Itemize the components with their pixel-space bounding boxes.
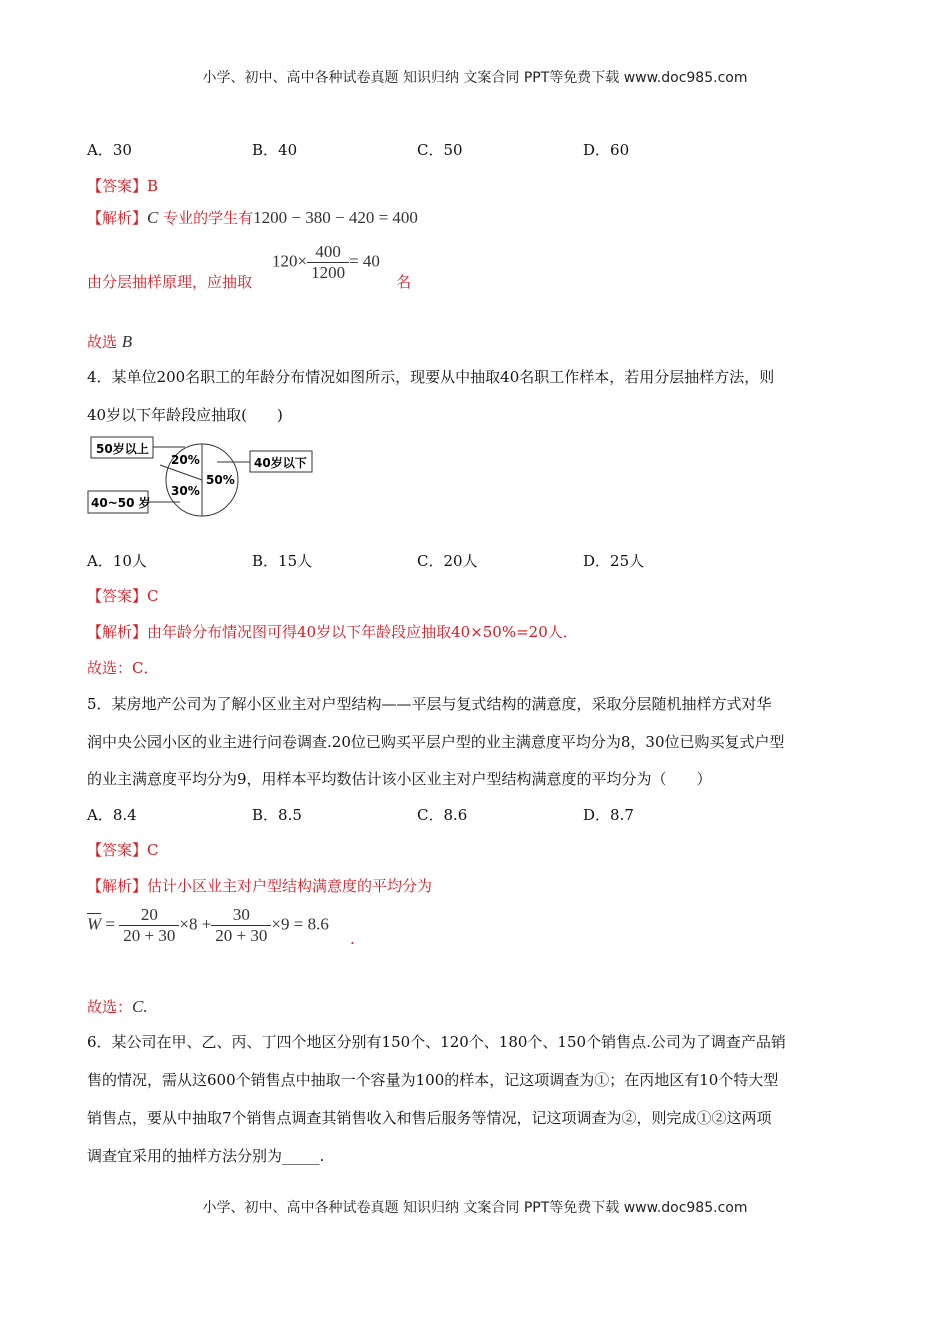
q4-answer xyxy=(87,585,159,606)
denominator: 20 + 30 xyxy=(215,926,268,945)
fraction-1 xyxy=(119,905,179,946)
math-text: ×9 = 8.6 xyxy=(271,914,329,934)
q4-option-a: A．10人 xyxy=(87,552,147,570)
q4-stem-line1: 4．某单位200名职工的年龄分布情况如图所示，现要从中抽取40名职工作样本，若用分层抽样方法，则 xyxy=(87,368,775,386)
q4-analysis xyxy=(87,621,578,642)
math-var: C xyxy=(147,208,159,227)
page-header: 小学、初中、高中各种试卷真题 知识归纳 文案合同 PPT等免费下载 www.doc985.com xyxy=(202,70,748,86)
label-40-down: 40岁以下 xyxy=(254,456,307,470)
denominator: 1200 xyxy=(311,263,346,282)
q5-option-b: B．8.5 xyxy=(252,806,302,824)
math-text: = xyxy=(105,914,116,934)
q5-option-c: C．8.6 xyxy=(417,806,468,824)
q5-option-d: D．8.7 xyxy=(583,806,634,824)
q5-answer xyxy=(87,839,159,860)
numerator: 20 xyxy=(119,905,179,926)
analysis-text: 由年龄分布情况图可得40岁以下年龄段应抽取40×50%=20人． xyxy=(147,623,578,641)
q5-choose xyxy=(87,996,148,1017)
q5-analysis xyxy=(87,875,432,896)
q4-option-b: B．15人 xyxy=(252,552,313,570)
analysis-label: 【解析】 xyxy=(87,623,148,641)
q5-stem-line1: 5．某房地产公司为了解小区业主对户型结构——平层与复式结构的满意度，采取分层随机抽样方式对华 xyxy=(87,695,772,713)
answer-label: 【答案】 xyxy=(87,587,148,605)
label-40-50: 40~50 岁 xyxy=(91,496,151,510)
q5-stem-line2: 润中央公园小区的业主进行问卷调查.20位已购买平层户型的业主满意度平均分为8，30位已购买复式户型 xyxy=(87,733,785,751)
answer-value: C xyxy=(147,587,159,605)
pct-50: 50% xyxy=(206,473,235,487)
analysis-text: 专业的学生有 xyxy=(163,209,254,227)
q3-choose xyxy=(87,331,132,352)
q5-equation xyxy=(87,905,329,946)
q6-stem-line4: 调查宜采用的抽样方法分别为_____. xyxy=(87,1147,325,1165)
choose-value: B xyxy=(121,332,133,351)
q6-stem-line1: 6．某公司在甲、乙、丙、丁四个地区分别有150个、120个、180个、150个销售点.公司为了调查产品销 xyxy=(87,1033,786,1051)
q3-unit: 名 xyxy=(396,273,412,291)
answer-label: 【答案】 xyxy=(87,177,148,195)
choose-text: 故选 xyxy=(87,333,118,351)
q3-fraction-eq xyxy=(272,242,380,283)
fraction xyxy=(307,242,349,283)
math-text: 120× xyxy=(272,251,308,271)
q4-stem-line2: 40岁以下年龄段应抽取( ) xyxy=(87,406,283,424)
pct-20: 20% xyxy=(171,453,200,467)
answer-value: C xyxy=(147,841,159,859)
q5-option-a: A．8.4 xyxy=(87,806,137,824)
age-pie-chart xyxy=(80,430,330,525)
answer-label: 【答案】 xyxy=(87,841,148,859)
answer-value: B xyxy=(147,177,159,195)
q6-stem-line2: 售的情况，需从这600个销售点中抽取一个容量为100的样本，记这项调查为①；在丙地区有10个特大型 xyxy=(87,1071,779,1089)
analysis-text: 估计小区业主对户型结构满意度的平均分为 xyxy=(147,877,433,895)
math-text: = 40 xyxy=(349,251,380,271)
analysis-label: 【解析】 xyxy=(87,209,148,227)
page-footer: 小学、初中、高中各种试卷真题 知识归纳 文案合同 PPT等免费下载 www.doc985.com xyxy=(202,1200,748,1216)
analysis-label: 【解析】 xyxy=(87,877,148,895)
fraction-2 xyxy=(211,905,271,946)
q3-analysis xyxy=(87,207,418,228)
numerator: 30 xyxy=(211,905,271,926)
math-var: $\overline{W}$ xyxy=(87,914,102,934)
q5-stem-line3: 的业主满意度平均分为9，用样本平均数估计该小区业主对户型结构满意度的平均分为（ ） xyxy=(87,770,712,788)
q4-option-c: C．20人 xyxy=(417,552,478,570)
choose-value: C. xyxy=(132,997,148,1016)
numerator: 400 xyxy=(307,242,349,263)
label-50-up: 50岁以上 xyxy=(96,442,149,456)
q4-choose: 故选：C． xyxy=(87,659,159,677)
q3-answer xyxy=(87,175,158,196)
q6-stem-line3: 销售点，要从中抽取7个销售点调查其销售收入和售后服务等情况，记这项调查为②，则完成①②这两项 xyxy=(87,1109,772,1127)
q3-option-b: B．40 xyxy=(252,141,298,159)
choose-text: 故选： xyxy=(87,998,133,1016)
denominator: 20 + 30 xyxy=(123,926,176,945)
q3-line2-text: 由分层抽样原理，应抽取 xyxy=(87,273,253,291)
q4-option-d: D．25人 xyxy=(583,552,645,570)
math-text: ×8 + xyxy=(179,914,212,934)
q3-option-d: D．60 xyxy=(583,141,630,159)
q3-option-a: A．30 xyxy=(87,141,132,159)
red-dot: . xyxy=(350,930,355,948)
math-equation: 1200 − 380 − 420 = 400 xyxy=(253,208,418,227)
pct-30: 30% xyxy=(171,484,200,498)
q3-option-c: C．50 xyxy=(417,141,463,159)
